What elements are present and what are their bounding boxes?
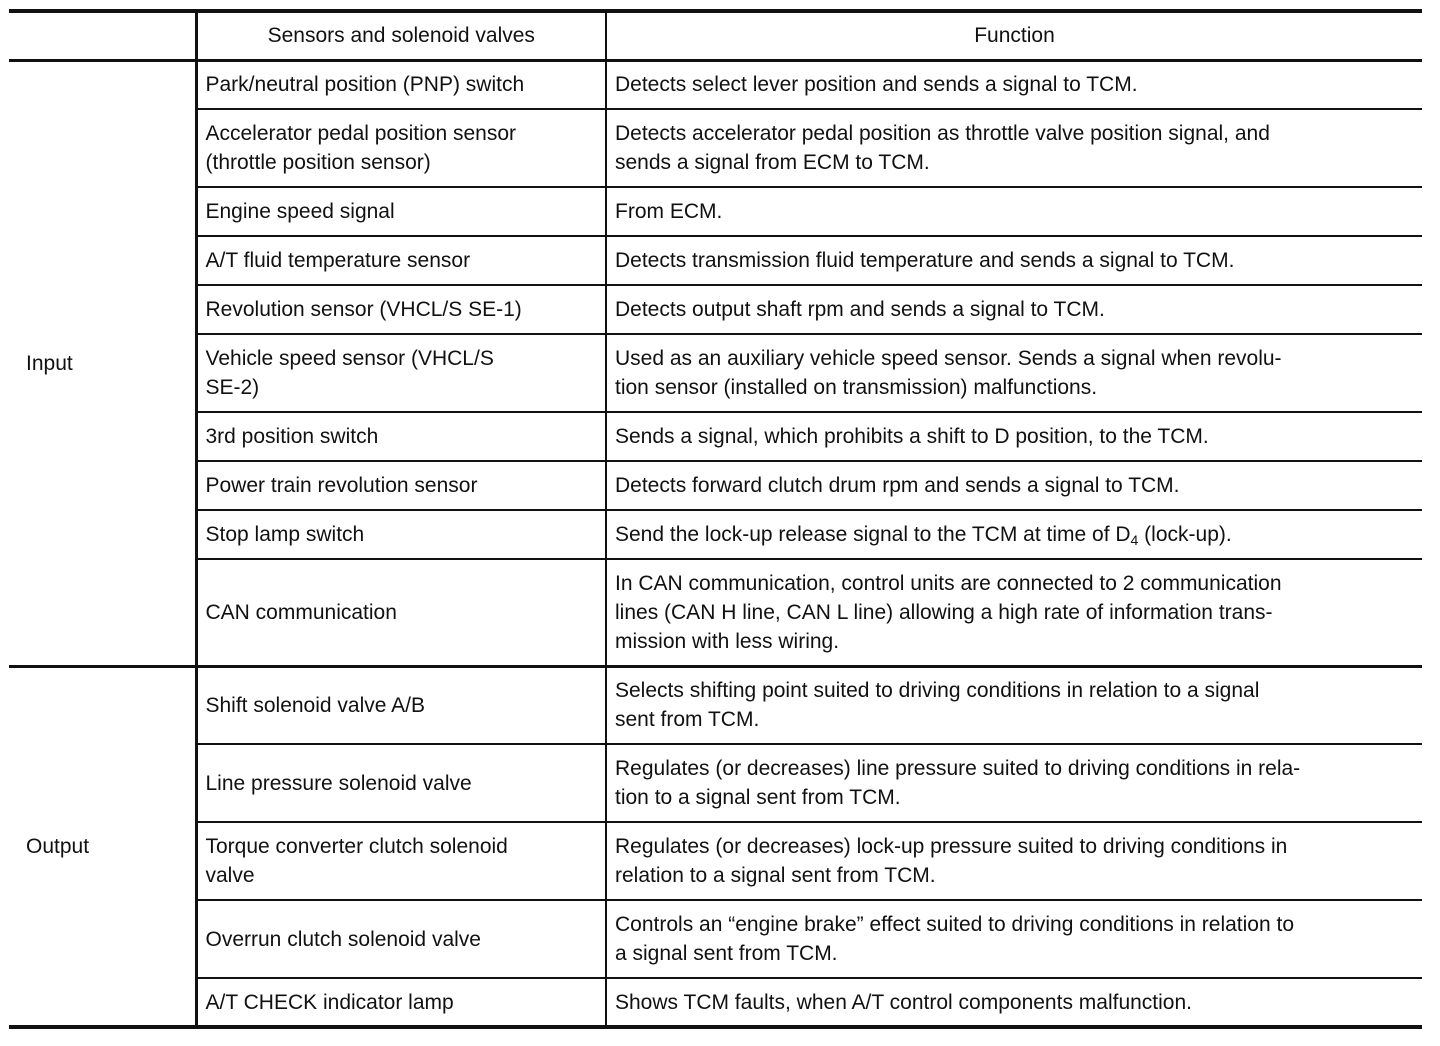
function-subscript: 4 bbox=[1130, 532, 1139, 548]
function-text-after: (lock-up). bbox=[1138, 523, 1232, 546]
row-item: Revolution sensor (VHCL/S SE-1) bbox=[196, 285, 606, 334]
row-item: Park/neutral position (PNP) switch bbox=[196, 60, 606, 109]
row-function: Controls an “engine brake” effect suited to driving conditions in relation to a signal sent from TCM. bbox=[606, 900, 1422, 978]
table-row bbox=[9, 900, 1422, 978]
output-group bbox=[9, 666, 1422, 1027]
row-item: 3rd position switch bbox=[196, 412, 606, 461]
row-item: Power train revolution sensor bbox=[196, 461, 606, 510]
row-function: From ECM. bbox=[606, 187, 1422, 236]
row-item: Overrun clutch solenoid valve bbox=[196, 900, 606, 978]
row-function: In CAN communication, control units are connected to 2 communication lines (CAN H line, CAN L line) allowing a high rate of information trans- mission with less wiring. bbox=[606, 559, 1422, 666]
row-item: A/T fluid temperature sensor bbox=[196, 236, 606, 285]
row-function bbox=[606, 510, 1422, 559]
row-function: Detects output shaft rpm and sends a signal to TCM. bbox=[606, 285, 1422, 334]
row-item: Shift solenoid valve A/B bbox=[196, 666, 606, 744]
table-row bbox=[9, 187, 1422, 236]
row-function: Detects forward clutch drum rpm and sends a signal to TCM. bbox=[606, 461, 1422, 510]
header-group bbox=[9, 11, 196, 60]
header-function: Function bbox=[606, 11, 1422, 60]
row-function: Shows TCM faults, when A/T control components malfunction. bbox=[606, 978, 1422, 1027]
table-row bbox=[9, 236, 1422, 285]
row-function: Used as an auxiliary vehicle speed sensor. Sends a signal when revolu- tion sensor (installed on transmission) malfunctions. bbox=[606, 334, 1422, 412]
table-row bbox=[9, 60, 1422, 109]
table-row bbox=[9, 412, 1422, 461]
header-sensors-and-solenoid-valves: Sensors and solenoid valves bbox=[196, 11, 606, 60]
table-row bbox=[9, 559, 1422, 666]
function-text-before: Send the lock-up release signal to the TCM at time of D bbox=[615, 523, 1131, 546]
group-label-output: Output bbox=[26, 834, 90, 858]
row-item: CAN communication bbox=[196, 559, 606, 666]
row-item: A/T CHECK indicator lamp bbox=[196, 978, 606, 1027]
row-function: Sends a signal, which prohibits a shift to D position, to the TCM. bbox=[606, 412, 1422, 461]
row-function: Detects accelerator pedal position as throttle valve position signal, and sends a signal from ECM to TCM. bbox=[606, 109, 1422, 187]
table-header-row bbox=[9, 11, 1422, 60]
table-row bbox=[9, 822, 1422, 900]
row-item: Torque converter clutch solenoid valve bbox=[196, 822, 606, 900]
table-row bbox=[9, 510, 1422, 559]
table-row bbox=[9, 744, 1422, 822]
sensor-function-table bbox=[9, 9, 1422, 1029]
table-row bbox=[9, 666, 1422, 744]
row-item: Engine speed signal bbox=[196, 187, 606, 236]
table-row bbox=[9, 109, 1422, 187]
row-item: Stop lamp switch bbox=[196, 510, 606, 559]
row-item: Accelerator pedal position sensor (throttle position sensor) bbox=[196, 109, 606, 187]
row-item: Line pressure solenoid valve bbox=[196, 744, 606, 822]
table-row bbox=[9, 285, 1422, 334]
row-function: Detects select lever position and sends a signal to TCM. bbox=[606, 60, 1422, 109]
table-row bbox=[9, 461, 1422, 510]
row-function: Regulates (or decreases) line pressure suited to driving conditions in rela- tion to a signal sent from TCM. bbox=[606, 744, 1422, 822]
row-function: Selects shifting point suited to driving conditions in relation to a signal sent from TCM. bbox=[606, 666, 1422, 744]
input-group bbox=[9, 60, 1422, 666]
row-function: Regulates (or decreases) lock-up pressure suited to driving conditions in relation to a signal sent from TCM. bbox=[606, 822, 1422, 900]
group-label-input: Input bbox=[9, 60, 196, 666]
row-function: Detects transmission fluid temperature and sends a signal to TCM. bbox=[606, 236, 1422, 285]
table-row bbox=[9, 978, 1422, 1027]
row-item: Vehicle speed sensor (VHCL/S SE-2) bbox=[196, 334, 606, 412]
table-row bbox=[9, 334, 1422, 412]
